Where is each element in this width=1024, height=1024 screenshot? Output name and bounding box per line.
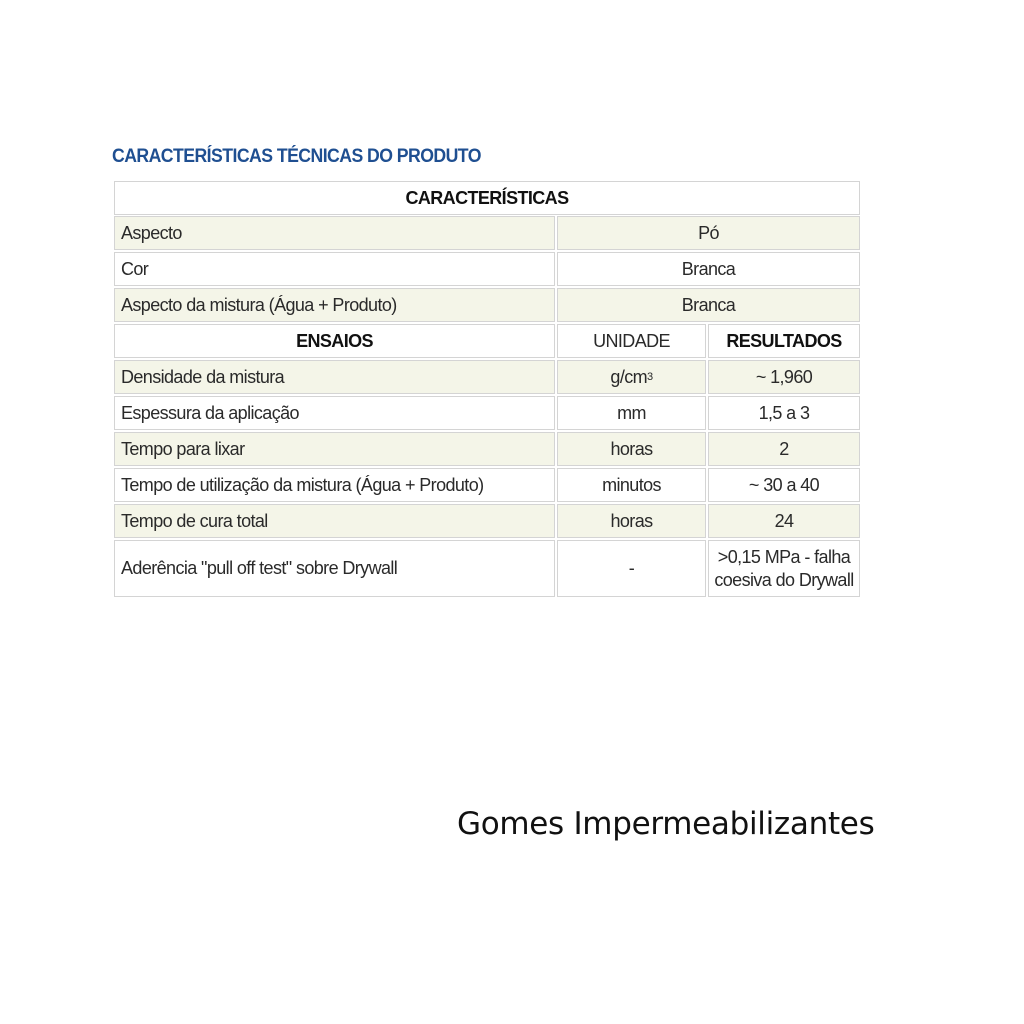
- test-label: Tempo de utilização da mistura (Água + Produto): [114, 468, 555, 502]
- char-label: Aspecto: [114, 216, 555, 250]
- tests-header-resultados: RESULTADOS: [708, 324, 860, 358]
- char-label: Aspecto da mistura (Água + Produto): [114, 288, 555, 322]
- test-result: >0,15 MPa - falha coesiva do Drywall: [708, 540, 860, 597]
- test-result: 2: [708, 432, 860, 466]
- test-label: Densidade da mistura: [114, 360, 555, 394]
- test-result: 1,5 a 3: [708, 396, 860, 430]
- char-value: Pó: [557, 216, 860, 250]
- unit-text: g/cm: [610, 366, 648, 387]
- char-value: Branca: [557, 288, 860, 322]
- test-result: 24: [708, 504, 860, 538]
- char-value: Branca: [557, 252, 860, 286]
- company-name: Gomes Impermeabilizantes: [457, 806, 875, 842]
- unit-superscript: 3: [647, 370, 653, 383]
- test-result: ~ 30 a 40: [708, 468, 860, 502]
- test-result: ~ 1,960: [708, 360, 860, 394]
- test-label: Aderência "pull off test" sobre Drywall: [114, 540, 555, 597]
- tests-header-ensaios: ENSAIOS: [114, 324, 555, 358]
- tests-header-unidade: UNIDADE: [557, 324, 706, 358]
- test-label: Espessura da aplicação: [114, 396, 555, 430]
- test-unit: horas: [557, 504, 706, 538]
- characteristics-header: CARACTERÍSTICAS: [114, 181, 860, 215]
- test-unit: [557, 360, 706, 394]
- section-title: CARACTERÍSTICAS TÉCNICAS DO PRODUTO: [112, 146, 481, 167]
- test-label: Tempo para lixar: [114, 432, 555, 466]
- test-label: Tempo de cura total: [114, 504, 555, 538]
- test-unit: minutos: [557, 468, 706, 502]
- test-unit: horas: [557, 432, 706, 466]
- test-unit: -: [557, 540, 706, 597]
- test-unit: mm: [557, 396, 706, 430]
- char-label: Cor: [114, 252, 555, 286]
